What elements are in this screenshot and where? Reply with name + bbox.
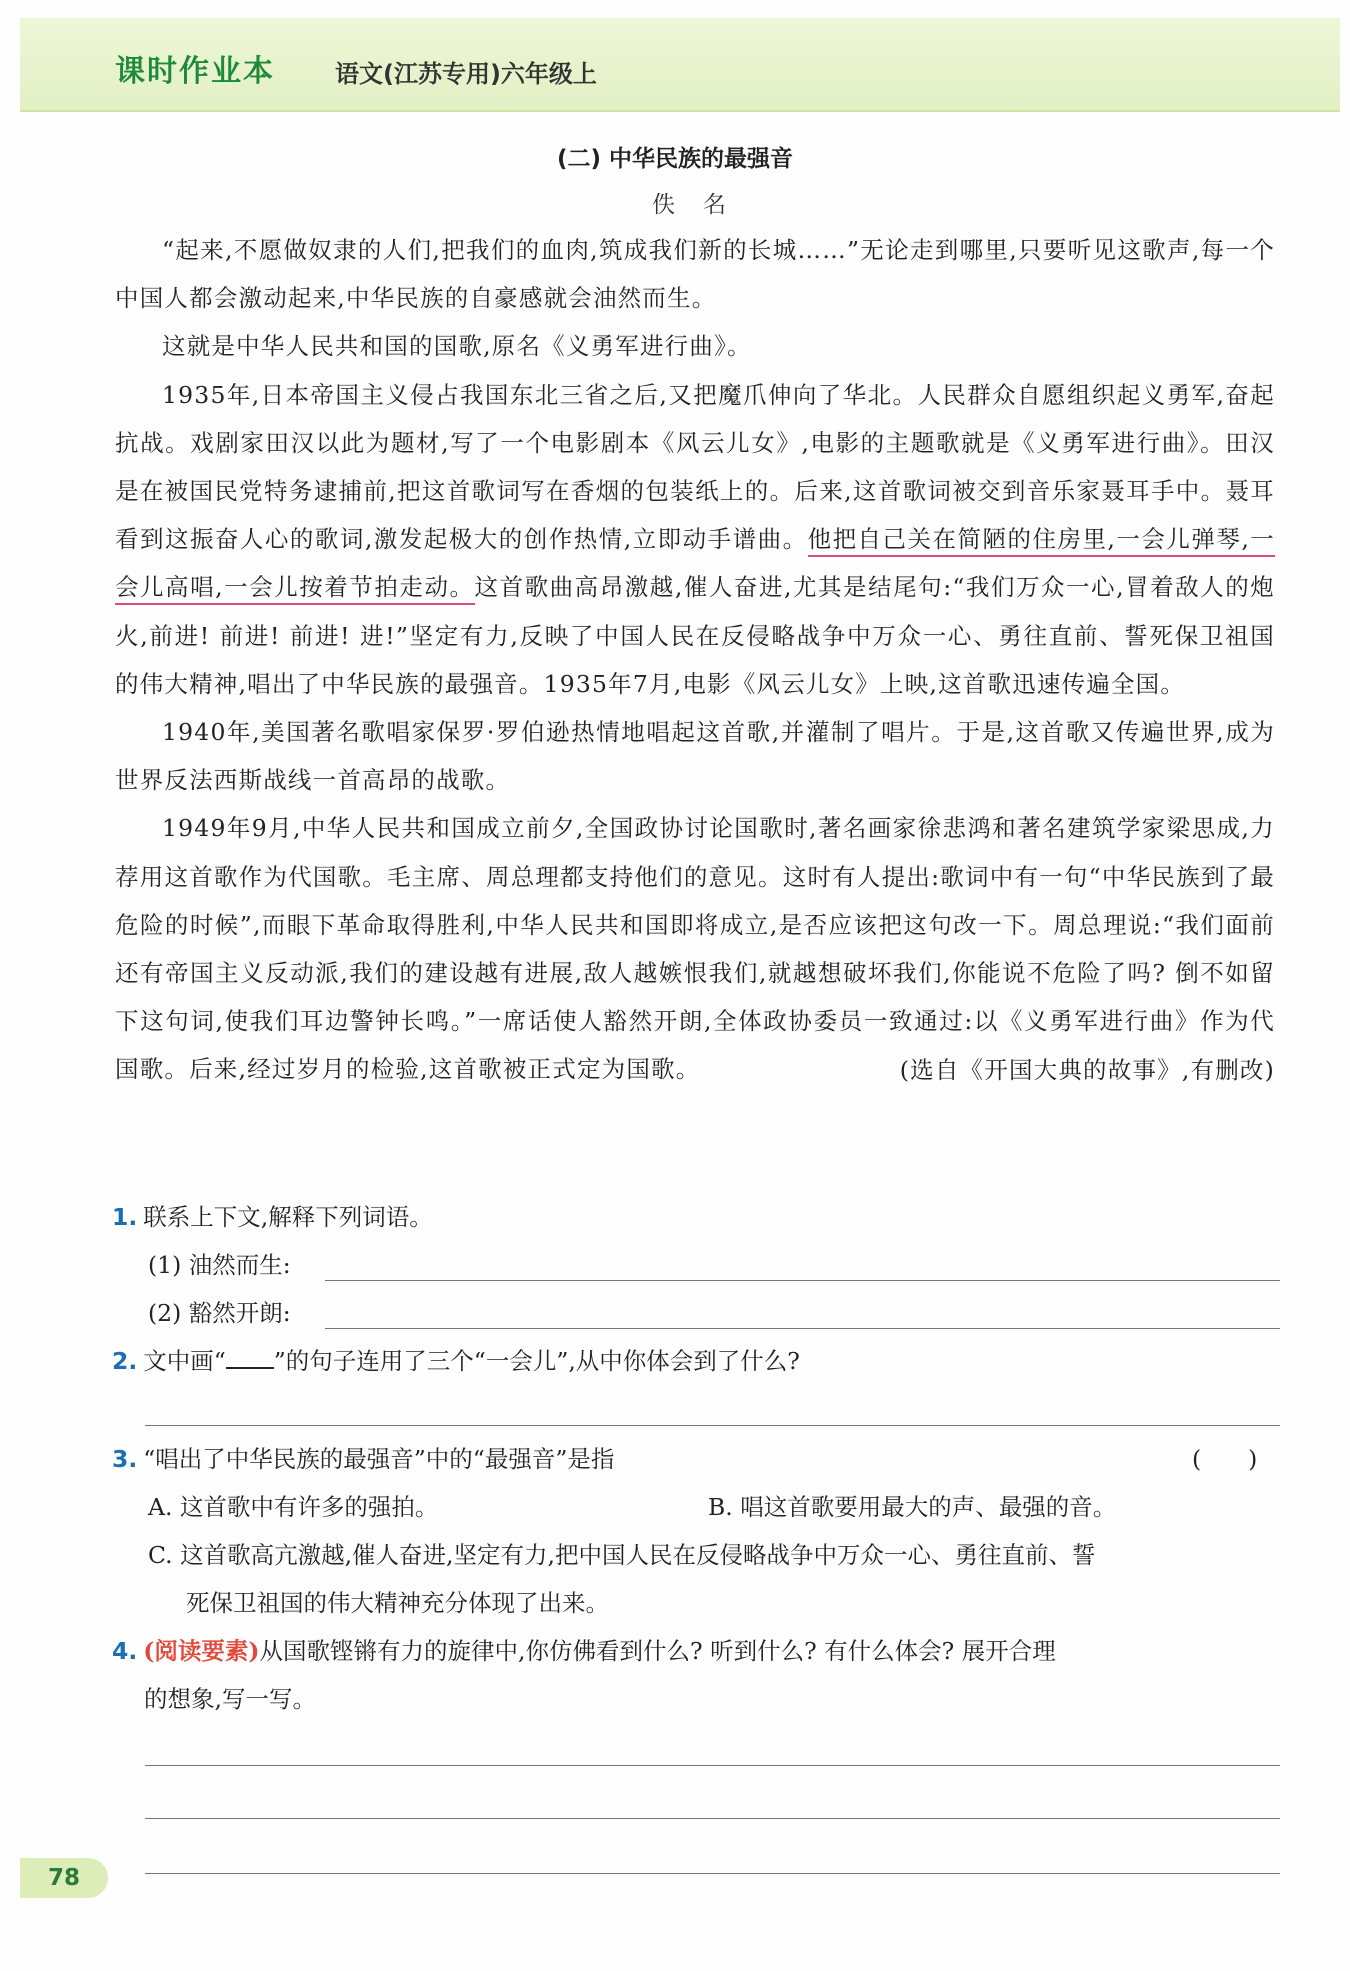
paragraph-2: 这就是中华人民共和国的国歌,原名《义勇军进行曲》。 bbox=[162, 332, 752, 361]
q1-item-2: (2) 豁然开朗: bbox=[148, 1299, 291, 1327]
source-note: (选自《开国大典的故事》,有删改) bbox=[899, 1055, 1275, 1084]
q3-option-a[interactable]: A. 这首歌中有许多的强拍。 bbox=[148, 1493, 439, 1521]
question-2-text-pre: 文中画“ bbox=[143, 1347, 226, 1375]
article-title: (二) 中华民族的最强音 bbox=[556, 146, 794, 172]
question-3-number: 3. bbox=[112, 1445, 138, 1473]
question-3 bbox=[112, 1440, 614, 1474]
paragraph-3-part-b: 这首歌曲高昂激越,催人奋进,尤其是结尾句:“我们万众一心,冒着敌人的炮火,前进! 前进! 前进! 进!”坚定有力,反映了中国人民在反侵略战争中万众一心、勇往直前、誓死保卫祖国的伟大精神,唱出了中华民族的最强音。1935年7月,电影《风云儿女》上映,这首歌迅速传遍全国。 bbox=[115, 573, 1275, 698]
paragraph-4: 1940年,美国著名歌唱家保罗·罗伯逊热情地唱起这首歌,并灌制了唱片。于是,这首歌又传遍世界,成为世界反法西斯战线一首高昂的战歌。 bbox=[115, 718, 1275, 795]
q4-answer-line-2[interactable] bbox=[145, 1818, 1280, 1819]
article-author: 佚名 bbox=[652, 192, 754, 218]
q1-answer-line-1[interactable] bbox=[325, 1280, 1280, 1281]
underlined-sentence: 他把自己关在简陋的住房里,一会儿弹琴,一会儿高唱,一会儿按着节拍走动。 bbox=[115, 525, 1275, 605]
page-header bbox=[20, 18, 1340, 112]
underline-sample bbox=[226, 1353, 274, 1369]
question-2-text-post: ”的句子连用了三个“一会儿”,从中你体会到了什么? bbox=[273, 1347, 800, 1375]
paragraph-3-part-a: 1935年,日本帝国主义侵占我国东北三省之后,又把魔爪伸向了华北。人民群众自愿组织起义勇军,奋起抗战。戏剧家田汉以此为题材,写了一个电影剧本《风云儿女》,电影的主题歌就是《义勇军进行曲》。田汉是在被国民党特务逮捕前,把这首歌词写在香烟的包装纸上的。后来,这首歌词被交到音乐家聂耳手中。聂耳看到这振奋人心的歌词,激发起极大的创作热情,立即动手谱曲。 bbox=[115, 380, 1275, 554]
q3-option-c-cont: 死保卫祖国的伟大精神充分体现了出来。 bbox=[186, 1589, 609, 1617]
page-number: 78 bbox=[20, 1858, 108, 1898]
question-4-text-cont: 的想象,写一写。 bbox=[144, 1685, 316, 1713]
question-3-text: “唱出了中华民族的最强音”中的“最强音”是指 bbox=[143, 1445, 615, 1473]
question-1-text: 联系上下文,解释下列词语。 bbox=[143, 1203, 433, 1231]
subject-label: 语文(江苏专用)六年级上 bbox=[335, 60, 597, 88]
q3-option-b[interactable]: B. 唱这首歌要用最大的声、最强的音。 bbox=[708, 1493, 1117, 1521]
question-2-number: 2. bbox=[112, 1347, 138, 1375]
question-1-number: 1. bbox=[112, 1203, 138, 1231]
paragraph-5: 1949年9月,中华人民共和国成立前夕,全国政协讨论国歌时,著名画家徐悲鸿和著名建筑学家梁思成,力荐用这首歌作为代国歌。毛主席、周总理都支持他们的意见。这时有人提出:歌词中有一句“中华民族到了最危险的时候”,而眼下革命取得胜利,中华人民共和国即将成立,是否应该把这句改一下。周总理说:“我们面前还有帝国主义反动派,我们的建设越有进展,敌人越嫉恨我们,就越想破坏我们,你能说不危险了吗? 倒不如留下这句词,使我们耳边警钟长鸣。”一席话使人豁然开朗,全体政协委员一致通过:以《义勇军进行曲》作为代国歌。后来,经过岁月的检验,这首歌被正式定为国歌。 bbox=[115, 814, 1275, 1084]
q4-answer-line-1[interactable] bbox=[145, 1765, 1280, 1766]
q4-answer-line-3[interactable] bbox=[145, 1873, 1280, 1874]
q1-answer-line-2[interactable] bbox=[325, 1328, 1280, 1329]
question-4 bbox=[112, 1632, 1056, 1666]
brand-title: 课时作业本 bbox=[115, 54, 275, 89]
reading-element-tag: (阅读要素) bbox=[143, 1637, 260, 1665]
question-4-number: 4. bbox=[112, 1637, 138, 1665]
paragraph-1: “起来,不愿做奴隶的人们,把我们的血肉,筑成我们新的长城……”无论走到哪里,只要听见这歌声,每一个中国人都会激动起来,中华民族的自豪感就会油然而生。 bbox=[115, 236, 1275, 313]
q3-option-c[interactable]: C. 这首歌高亢激越,催人奋进,坚定有力,把中国人民在反侵略战争中万众一心、勇往直前、誓 bbox=[148, 1541, 1096, 1569]
article-body bbox=[115, 226, 1275, 1094]
q2-answer-line[interactable] bbox=[145, 1425, 1280, 1426]
question-4-text: 从国歌铿锵有力的旋律中,你仿佛看到什么? 听到什么? 有什么体会? 展开合理 bbox=[259, 1637, 1056, 1665]
q3-answer-paren[interactable]: ( ) bbox=[1192, 1445, 1258, 1473]
question-1 bbox=[112, 1198, 433, 1232]
paragraph-3 bbox=[115, 371, 1275, 708]
q1-item-1: (1) 油然而生: bbox=[148, 1251, 291, 1279]
question-2 bbox=[112, 1342, 800, 1376]
